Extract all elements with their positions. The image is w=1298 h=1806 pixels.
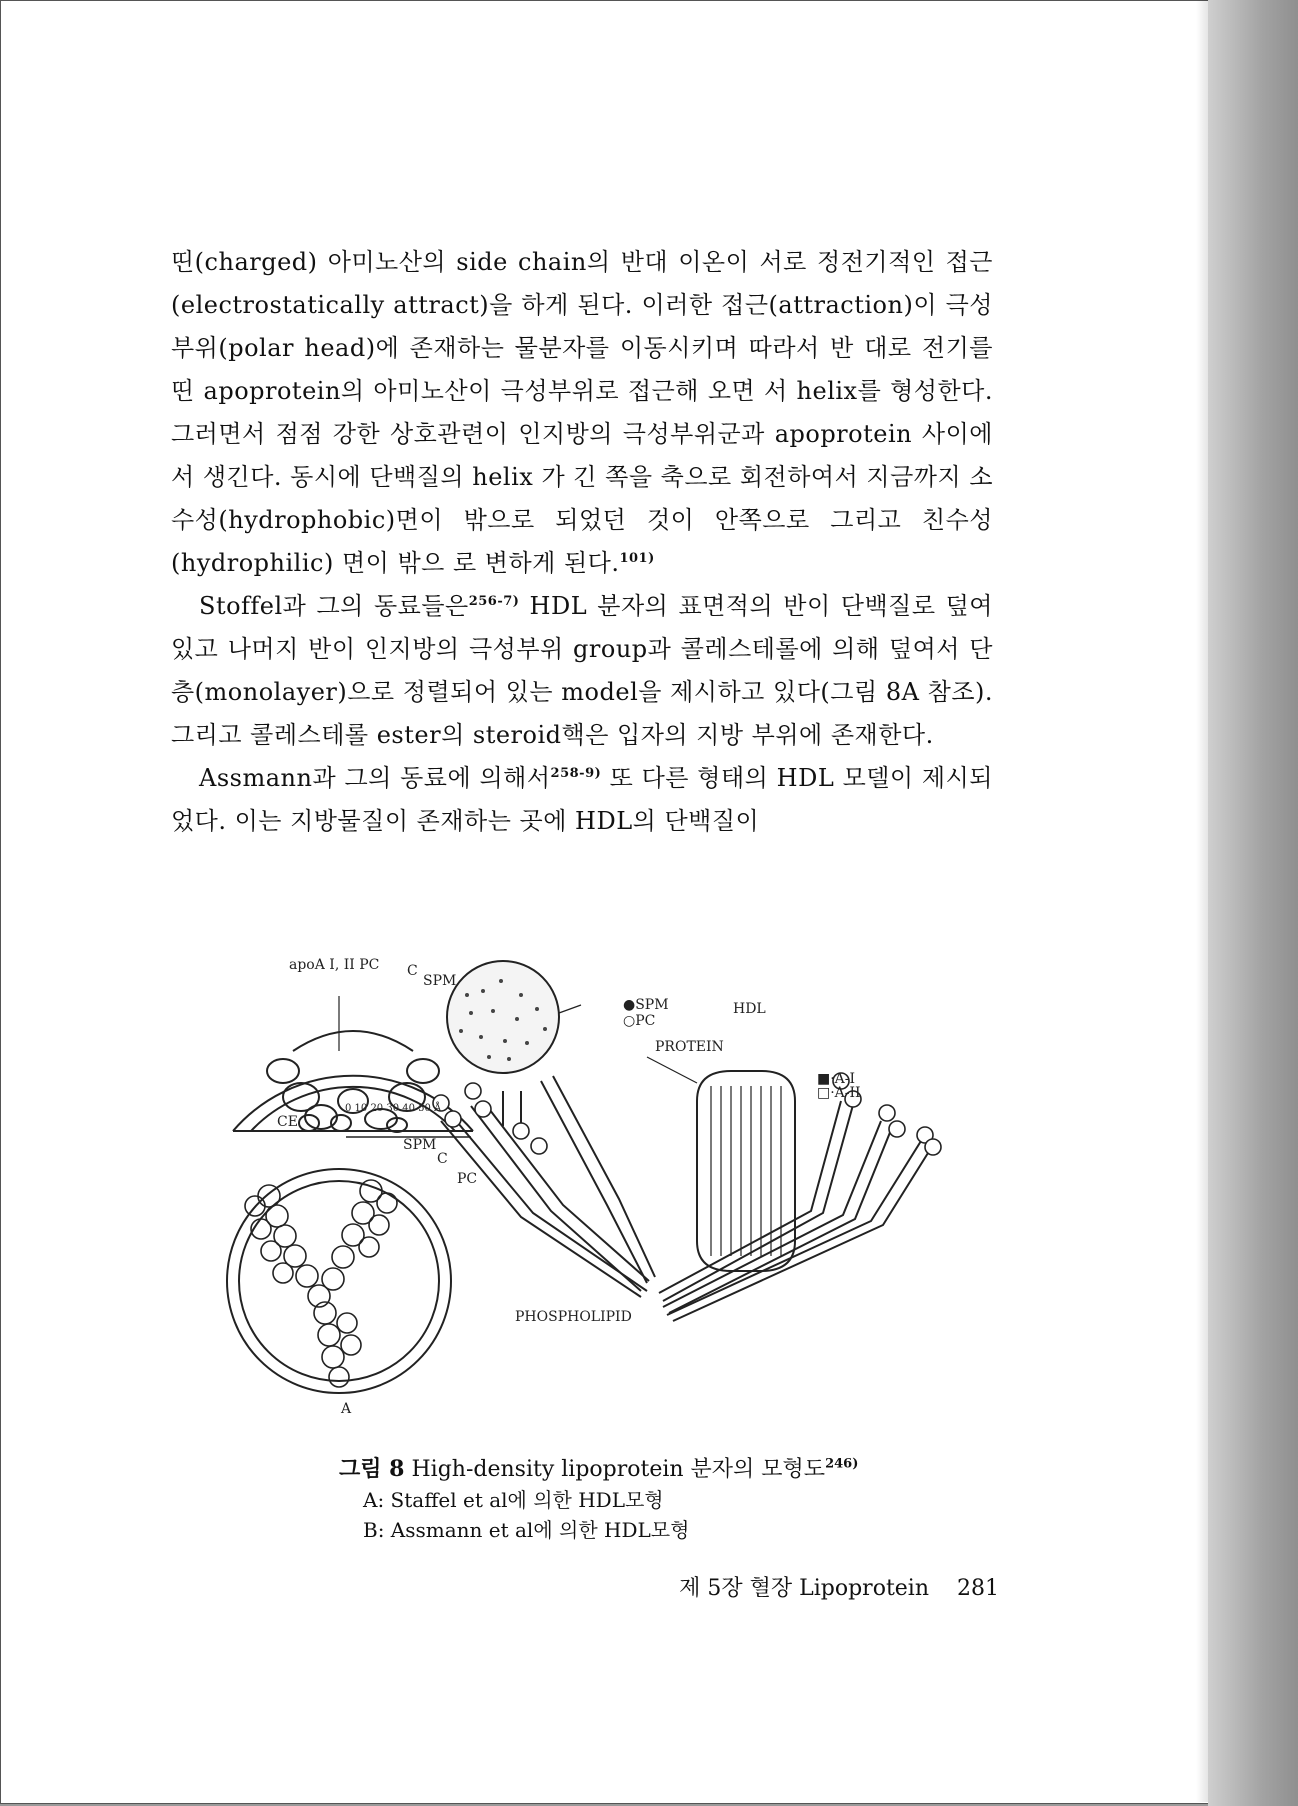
fig-a-ce-label: CE: [277, 1114, 298, 1130]
fig-b-phospholipid-label: PHOSPHOLIPID: [515, 1309, 632, 1325]
reference-marker: 258-9): [550, 766, 602, 781]
p3-text-a: Assmann과 그의 동료에 의해서: [199, 764, 551, 792]
fig-a-spm-label: SPM: [423, 973, 457, 989]
p1-line: 극성부위군과 apoprotein 사이에서 생긴다. 동시에 단백질의 helix: [171, 420, 993, 491]
p2-text-b: HDL 분자의 표면적의 반이 단백질로 덮여 있고 나머지 반이 인지방의 극성부위 group과 콜레스테롤에 의해 덮여서 단층(monolayer)으로 정렬되어 있는 model을 제시하고 있다(그림 8A 참조). 그리고 콜레스테롤 ester의 steroid핵은 입자의 지방 부위에 존재한다.: [171, 592, 993, 749]
page-footer: [639, 1571, 999, 1602]
p3-text-b: 또 다른 형태의 HDL 모델이 제시되었다. 이는 지방물질이 존재하는 곳에 HDL의 단백질이: [171, 764, 993, 835]
panel-b-protein-helix: [697, 1071, 795, 1271]
p1-line: 가 긴 쪽을 축으로 회전하여서 지금까지 소수성(hydrophobic)면이: [171, 463, 993, 534]
caption-line-b: B: Assmann et al에 의한 HDL모형: [363, 1518, 690, 1542]
fig-a-bottom-spm: SPM: [403, 1137, 437, 1153]
caption-title: [339, 1454, 989, 1485]
fig-b-a1-legend: ■·A-I: [817, 1071, 856, 1087]
p1-line: 밖으로 되었던 것이 안쪽으로 그리고 친수성(hydrophilic) 면이 밖으: [171, 506, 993, 577]
fig-b-a2-legend: □·A-II: [817, 1085, 861, 1101]
fig-b-spm-legend: ●SPM: [623, 997, 669, 1013]
reference-marker: 101): [619, 551, 655, 566]
p1-line: 접근(electrostatically attract)을 하게 된다. 이러한 접근(attraction)이: [171, 248, 993, 319]
fig-a-c-label: C: [407, 963, 418, 979]
p2-text-a: Stoffel과 그의 동료들은: [199, 592, 469, 620]
fig-a-top-label: apoA I, II PC: [289, 957, 380, 973]
panel-b-phospholipid-tails: [441, 1076, 933, 1321]
p1-line: 극성부위(polar head)에 존재하는 물분자를 이동시키며 따라서 반: [171, 291, 993, 362]
reference-marker: 256-7): [468, 594, 520, 609]
figure-8: [221, 951, 961, 1421]
page-stack-edge: [1208, 0, 1298, 1806]
fig-a-bottom-pc: PC: [457, 1171, 478, 1187]
paragraph-1: [171, 241, 993, 585]
body-text: [171, 241, 993, 843]
panel-b-hdl-particle: [447, 961, 559, 1073]
caption-line-a: A: Staffel et al에 의한 HDL모형: [363, 1488, 664, 1512]
panel-a-bottom-diagram: [227, 1169, 451, 1393]
fig-a-scale: 0 10 20 30 40 50 Å: [345, 1103, 442, 1114]
page-number: 281: [957, 1576, 999, 1601]
figure-caption: [339, 1454, 989, 1545]
p1-line: 서 helix를 형성한다. 그러면서 점점 강한 상호관련이 인지방의: [171, 377, 993, 448]
caption-figure-number: 그림 8: [339, 1456, 405, 1482]
fig-a-panel-label: A: [341, 1401, 352, 1417]
fig-b-hdl-label: HDL: [733, 1001, 766, 1017]
p1-line: 로 변하게 된다.: [452, 549, 620, 577]
fig-b-pc-legend: ○PC: [623, 1013, 656, 1029]
reference-marker: 246): [825, 1456, 859, 1472]
fig-a-bottom-c: C: [437, 1151, 448, 1167]
fig-b-protein-label: PROTEIN: [655, 1039, 724, 1055]
panel-b-headgroups: [433, 1073, 941, 1155]
p1-line: 띤(charged) 아미노산의 side chain의 반대 이온이 서로 정전기적인: [171, 248, 936, 276]
p1-line: 대로 전기를 띤 apoprotein의 아미노산이 극성부위로 접근해 오면: [171, 334, 993, 405]
caption-title-text: High-density lipoprotein 분자의 모형도: [411, 1457, 826, 1482]
paragraph-3: [171, 757, 993, 843]
paragraph-2: [171, 585, 993, 757]
figure-drawing: [221, 951, 961, 1421]
running-head: 제 5장 혈장 Lipoprotein: [679, 1576, 930, 1601]
